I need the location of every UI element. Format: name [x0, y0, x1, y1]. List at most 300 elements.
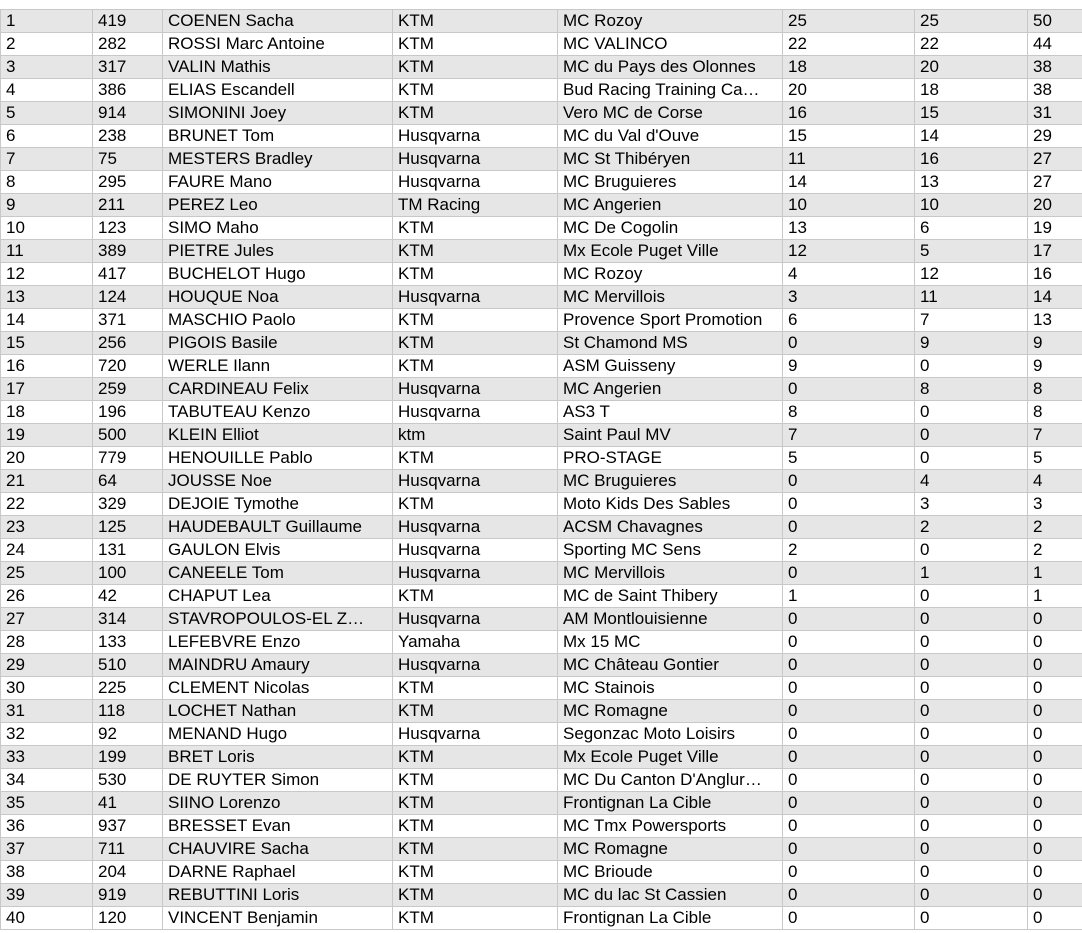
table-row [1, 769, 1082, 792]
race2-points-cell: 0 [915, 792, 1028, 815]
race2-points-cell: 25 [915, 10, 1028, 33]
club-cell: MC Bruguieres [558, 470, 783, 493]
club-cell: AS3 T [558, 401, 783, 424]
rider-name-cell: CHAPUT Lea [163, 585, 393, 608]
race1-points-cell: 25 [783, 10, 915, 33]
race1-points-cell: 0 [783, 378, 915, 401]
rider-number-cell: 371 [93, 309, 163, 332]
club-cell: ACSM Chavagnes [558, 516, 783, 539]
club-cell: MC Rozoy [558, 263, 783, 286]
club-cell: Bud Racing Training Ca… [558, 79, 783, 102]
rider-name-cell: ROSSI Marc Antoine [163, 33, 393, 56]
position-cell: 4 [1, 79, 93, 102]
brand-cell: Husqvarna [393, 562, 558, 585]
table-row [1, 56, 1082, 79]
table-row [1, 378, 1082, 401]
brand-cell: Husqvarna [393, 125, 558, 148]
brand-cell: Husqvarna [393, 378, 558, 401]
position-cell: 31 [1, 700, 93, 723]
rider-number-cell: 919 [93, 884, 163, 907]
position-cell: 35 [1, 792, 93, 815]
rider-number-cell: 133 [93, 631, 163, 654]
club-cell: MC Du Canton D'Anglur… [558, 769, 783, 792]
total-points-cell: 2 [1028, 516, 1082, 539]
position-cell: 27 [1, 608, 93, 631]
race1-points-cell: 0 [783, 792, 915, 815]
table-row [1, 79, 1082, 102]
club-cell: MC de Saint Thibery [558, 585, 783, 608]
club-cell: MC Angerien [558, 378, 783, 401]
race1-points-cell: 0 [783, 746, 915, 769]
race1-points-cell: 6 [783, 309, 915, 332]
table-row [1, 148, 1082, 171]
race2-points-cell: 20 [915, 56, 1028, 79]
total-points-cell: 0 [1028, 884, 1082, 907]
total-points-cell: 19 [1028, 217, 1082, 240]
brand-cell: KTM [393, 700, 558, 723]
table-row [1, 10, 1082, 33]
club-cell: MC du lac St Cassien [558, 884, 783, 907]
rider-number-cell: 125 [93, 516, 163, 539]
club-cell: MC Rozoy [558, 10, 783, 33]
race2-points-cell: 0 [915, 861, 1028, 884]
race1-points-cell: 11 [783, 148, 915, 171]
club-cell: MC Romagne [558, 700, 783, 723]
position-cell: 14 [1, 309, 93, 332]
brand-cell: KTM [393, 332, 558, 355]
race1-points-cell: 3 [783, 286, 915, 309]
rider-name-cell: MENAND Hugo [163, 723, 393, 746]
position-cell: 19 [1, 424, 93, 447]
table-row [1, 217, 1082, 240]
total-points-cell: 38 [1028, 79, 1082, 102]
race2-points-cell: 14 [915, 125, 1028, 148]
race2-points-cell: 6 [915, 217, 1028, 240]
race1-points-cell: 22 [783, 33, 915, 56]
total-points-cell: 0 [1028, 677, 1082, 700]
rider-number-cell: 914 [93, 102, 163, 125]
club-cell: Sporting MC Sens [558, 539, 783, 562]
rider-name-cell: VINCENT Benjamin [163, 907, 393, 930]
race2-points-cell: 0 [915, 769, 1028, 792]
race2-points-cell: 10 [915, 194, 1028, 217]
rider-number-cell: 196 [93, 401, 163, 424]
rider-name-cell: REBUTTINI Loris [163, 884, 393, 907]
race2-points-cell: 0 [915, 838, 1028, 861]
brand-cell: KTM [393, 217, 558, 240]
rider-number-cell: 120 [93, 907, 163, 930]
rider-number-cell: 317 [93, 56, 163, 79]
brand-cell: KTM [393, 861, 558, 884]
table-row [1, 33, 1082, 56]
rider-number-cell: 386 [93, 79, 163, 102]
rider-number-cell: 41 [93, 792, 163, 815]
club-cell: Vero MC de Corse [558, 102, 783, 125]
race1-points-cell: 4 [783, 263, 915, 286]
position-cell: 21 [1, 470, 93, 493]
race1-points-cell: 7 [783, 424, 915, 447]
race1-points-cell: 10 [783, 194, 915, 217]
race1-points-cell: 12 [783, 240, 915, 263]
brand-cell: Husqvarna [393, 171, 558, 194]
position-cell: 20 [1, 447, 93, 470]
total-points-cell: 0 [1028, 723, 1082, 746]
club-cell: MC Bruguieres [558, 171, 783, 194]
club-cell: MC St Thibéryen [558, 148, 783, 171]
total-points-cell: 0 [1028, 769, 1082, 792]
club-cell: MC Brioude [558, 861, 783, 884]
total-points-cell: 29 [1028, 125, 1082, 148]
position-cell: 11 [1, 240, 93, 263]
brand-cell: Husqvarna [393, 516, 558, 539]
total-points-cell: 44 [1028, 33, 1082, 56]
race1-points-cell: 20 [783, 79, 915, 102]
club-cell: MC Angerien [558, 194, 783, 217]
rider-name-cell: PIGOIS Basile [163, 332, 393, 355]
position-cell: 29 [1, 654, 93, 677]
race1-points-cell: 16 [783, 102, 915, 125]
table-row [1, 907, 1082, 930]
brand-cell: KTM [393, 10, 558, 33]
table-row [1, 240, 1082, 263]
race2-points-cell: 0 [915, 401, 1028, 424]
brand-cell: KTM [393, 677, 558, 700]
rider-number-cell: 124 [93, 286, 163, 309]
rider-number-cell: 131 [93, 539, 163, 562]
club-cell: Saint Paul MV [558, 424, 783, 447]
rider-name-cell: HOUQUE Noa [163, 286, 393, 309]
rider-number-cell: 500 [93, 424, 163, 447]
total-points-cell: 0 [1028, 700, 1082, 723]
table-row [1, 608, 1082, 631]
position-cell: 13 [1, 286, 93, 309]
race1-points-cell: 13 [783, 217, 915, 240]
rider-name-cell: COENEN Sacha [163, 10, 393, 33]
race1-points-cell: 2 [783, 539, 915, 562]
total-points-cell: 3 [1028, 493, 1082, 516]
rider-name-cell: CLEMENT Nicolas [163, 677, 393, 700]
race1-points-cell: 0 [783, 608, 915, 631]
rider-name-cell: BRUNET Tom [163, 125, 393, 148]
brand-cell: Husqvarna [393, 470, 558, 493]
rider-name-cell: SIINO Lorenzo [163, 792, 393, 815]
rider-number-cell: 211 [93, 194, 163, 217]
rider-number-cell: 282 [93, 33, 163, 56]
position-cell: 25 [1, 562, 93, 585]
race2-points-cell: 0 [915, 424, 1028, 447]
race1-points-cell: 0 [783, 700, 915, 723]
table-row [1, 102, 1082, 125]
brand-cell: KTM [393, 493, 558, 516]
race1-points-cell: 15 [783, 125, 915, 148]
race2-points-cell: 0 [915, 654, 1028, 677]
position-cell: 39 [1, 884, 93, 907]
race2-points-cell: 2 [915, 516, 1028, 539]
club-cell: Frontignan La Cible [558, 792, 783, 815]
race2-points-cell: 12 [915, 263, 1028, 286]
total-points-cell: 9 [1028, 355, 1082, 378]
table-row [1, 424, 1082, 447]
total-points-cell: 0 [1028, 631, 1082, 654]
table-row [1, 562, 1082, 585]
table-row [1, 355, 1082, 378]
brand-cell: KTM [393, 33, 558, 56]
table-row [1, 838, 1082, 861]
total-points-cell: 2 [1028, 539, 1082, 562]
total-points-cell: 0 [1028, 815, 1082, 838]
total-points-cell: 27 [1028, 148, 1082, 171]
rider-number-cell: 295 [93, 171, 163, 194]
total-points-cell: 8 [1028, 401, 1082, 424]
total-points-cell: 31 [1028, 102, 1082, 125]
race2-points-cell: 0 [915, 355, 1028, 378]
total-points-cell: 0 [1028, 654, 1082, 677]
position-cell: 37 [1, 838, 93, 861]
total-points-cell: 8 [1028, 378, 1082, 401]
club-cell: MC du Val d'Ouve [558, 125, 783, 148]
race1-points-cell: 18 [783, 56, 915, 79]
table-row [1, 746, 1082, 769]
rider-number-cell: 510 [93, 654, 163, 677]
club-cell: MC Château Gontier [558, 654, 783, 677]
brand-cell: KTM [393, 56, 558, 79]
race2-points-cell: 0 [915, 723, 1028, 746]
total-points-cell: 20 [1028, 194, 1082, 217]
brand-cell: KTM [393, 102, 558, 125]
rider-name-cell: HAUDEBAULT Guillaume [163, 516, 393, 539]
table-row [1, 401, 1082, 424]
race2-points-cell: 0 [915, 815, 1028, 838]
race1-points-cell: 0 [783, 815, 915, 838]
rider-name-cell: BRESSET Evan [163, 815, 393, 838]
table-row [1, 585, 1082, 608]
rider-name-cell: LOCHET Nathan [163, 700, 393, 723]
race2-points-cell: 18 [915, 79, 1028, 102]
rider-name-cell: HENOUILLE Pablo [163, 447, 393, 470]
table-row [1, 861, 1082, 884]
race2-points-cell: 8 [915, 378, 1028, 401]
table-row [1, 493, 1082, 516]
table-row [1, 677, 1082, 700]
club-cell: Mx Ecole Puget Ville [558, 746, 783, 769]
total-points-cell: 0 [1028, 608, 1082, 631]
rider-name-cell: DE RUYTER Simon [163, 769, 393, 792]
total-points-cell: 0 [1028, 861, 1082, 884]
race2-points-cell: 15 [915, 102, 1028, 125]
race1-points-cell: 8 [783, 401, 915, 424]
race1-points-cell: 0 [783, 332, 915, 355]
race2-points-cell: 0 [915, 677, 1028, 700]
brand-cell: Husqvarna [393, 608, 558, 631]
total-points-cell: 5 [1028, 447, 1082, 470]
rider-name-cell: CHAUVIRE Sacha [163, 838, 393, 861]
rider-name-cell: VALIN Mathis [163, 56, 393, 79]
rider-name-cell: DEJOIE Tymothe [163, 493, 393, 516]
table-row [1, 815, 1082, 838]
position-cell: 33 [1, 746, 93, 769]
rider-number-cell: 256 [93, 332, 163, 355]
position-cell: 17 [1, 378, 93, 401]
club-cell: Mx 15 MC [558, 631, 783, 654]
rider-number-cell: 329 [93, 493, 163, 516]
total-points-cell: 14 [1028, 286, 1082, 309]
brand-cell: KTM [393, 309, 558, 332]
rider-number-cell: 92 [93, 723, 163, 746]
total-points-cell: 13 [1028, 309, 1082, 332]
club-cell: MC Mervillois [558, 562, 783, 585]
race1-points-cell: 14 [783, 171, 915, 194]
table-row [1, 447, 1082, 470]
brand-cell: KTM [393, 792, 558, 815]
total-points-cell: 50 [1028, 10, 1082, 33]
position-cell: 12 [1, 263, 93, 286]
race2-points-cell: 0 [915, 447, 1028, 470]
club-cell: MC du Pays des Olonnes [558, 56, 783, 79]
race2-points-cell: 11 [915, 286, 1028, 309]
rider-name-cell: PIETRE Jules [163, 240, 393, 263]
rider-number-cell: 711 [93, 838, 163, 861]
brand-cell: KTM [393, 263, 558, 286]
position-cell: 38 [1, 861, 93, 884]
race2-points-cell: 0 [915, 746, 1028, 769]
position-cell: 10 [1, 217, 93, 240]
rider-number-cell: 238 [93, 125, 163, 148]
race1-points-cell: 0 [783, 723, 915, 746]
brand-cell: KTM [393, 447, 558, 470]
race2-points-cell: 0 [915, 631, 1028, 654]
position-cell: 32 [1, 723, 93, 746]
rider-name-cell: LEFEBVRE Enzo [163, 631, 393, 654]
brand-cell: KTM [393, 815, 558, 838]
position-cell: 40 [1, 907, 93, 930]
rider-name-cell: MAINDRU Amaury [163, 654, 393, 677]
rider-name-cell: WERLE Ilann [163, 355, 393, 378]
position-cell: 18 [1, 401, 93, 424]
club-cell: MC Stainois [558, 677, 783, 700]
position-cell: 2 [1, 33, 93, 56]
club-cell: St Chamond MS [558, 332, 783, 355]
position-cell: 5 [1, 102, 93, 125]
race2-points-cell: 0 [915, 884, 1028, 907]
brand-cell: Husqvarna [393, 539, 558, 562]
total-points-cell: 4 [1028, 470, 1082, 493]
table-row [1, 125, 1082, 148]
brand-cell: KTM [393, 79, 558, 102]
race2-points-cell: 22 [915, 33, 1028, 56]
table-row [1, 884, 1082, 907]
rider-name-cell: SIMO Maho [163, 217, 393, 240]
race1-points-cell: 0 [783, 516, 915, 539]
total-points-cell: 16 [1028, 263, 1082, 286]
position-cell: 36 [1, 815, 93, 838]
club-cell: Mx Ecole Puget Ville [558, 240, 783, 263]
table-row [1, 654, 1082, 677]
position-cell: 23 [1, 516, 93, 539]
table-row [1, 723, 1082, 746]
brand-cell: Husqvarna [393, 401, 558, 424]
total-points-cell: 17 [1028, 240, 1082, 263]
total-points-cell: 0 [1028, 792, 1082, 815]
rider-name-cell: TABUTEAU Kenzo [163, 401, 393, 424]
total-points-cell: 27 [1028, 171, 1082, 194]
total-points-cell: 0 [1028, 746, 1082, 769]
rider-name-cell: DARNE Raphael [163, 861, 393, 884]
table-row [1, 539, 1082, 562]
rider-number-cell: 75 [93, 148, 163, 171]
race2-points-cell: 0 [915, 539, 1028, 562]
rider-number-cell: 779 [93, 447, 163, 470]
race1-points-cell: 0 [783, 631, 915, 654]
club-cell: Frontignan La Cible [558, 907, 783, 930]
rider-number-cell: 389 [93, 240, 163, 263]
rider-number-cell: 530 [93, 769, 163, 792]
race2-points-cell: 1 [915, 562, 1028, 585]
race2-points-cell: 13 [915, 171, 1028, 194]
rider-name-cell: SIMONINI Joey [163, 102, 393, 125]
rider-number-cell: 204 [93, 861, 163, 884]
brand-cell: ktm [393, 424, 558, 447]
club-cell: Moto Kids Des Sables [558, 493, 783, 516]
rider-name-cell: PEREZ Leo [163, 194, 393, 217]
club-cell: Provence Sport Promotion [558, 309, 783, 332]
table-row [1, 263, 1082, 286]
position-cell: 15 [1, 332, 93, 355]
brand-cell: KTM [393, 838, 558, 861]
club-cell: MC VALINCO [558, 33, 783, 56]
brand-cell: Husqvarna [393, 654, 558, 677]
brand-cell: Yamaha [393, 631, 558, 654]
total-points-cell: 9 [1028, 332, 1082, 355]
brand-cell: KTM [393, 240, 558, 263]
rider-name-cell: ELIAS Escandell [163, 79, 393, 102]
rider-name-cell: BRET Loris [163, 746, 393, 769]
race1-points-cell: 0 [783, 493, 915, 516]
brand-cell: KTM [393, 907, 558, 930]
brand-cell: Husqvarna [393, 286, 558, 309]
rider-number-cell: 118 [93, 700, 163, 723]
table-row [1, 516, 1082, 539]
rider-name-cell: CANEELE Tom [163, 562, 393, 585]
total-points-cell: 38 [1028, 56, 1082, 79]
total-points-cell: 7 [1028, 424, 1082, 447]
race1-points-cell: 9 [783, 355, 915, 378]
race2-points-cell: 5 [915, 240, 1028, 263]
position-cell: 8 [1, 171, 93, 194]
brand-cell: KTM [393, 355, 558, 378]
total-points-cell: 1 [1028, 585, 1082, 608]
table-row [1, 194, 1082, 217]
club-cell: AM Montlouisienne [558, 608, 783, 631]
total-points-cell: 0 [1028, 907, 1082, 930]
race1-points-cell: 0 [783, 861, 915, 884]
table-row [1, 332, 1082, 355]
club-cell: MC Tmx Powersports [558, 815, 783, 838]
brand-cell: TM Racing [393, 194, 558, 217]
race2-points-cell: 0 [915, 907, 1028, 930]
rider-number-cell: 100 [93, 562, 163, 585]
race2-points-cell: 0 [915, 585, 1028, 608]
table-row [1, 700, 1082, 723]
brand-cell: KTM [393, 746, 558, 769]
race2-points-cell: 4 [915, 470, 1028, 493]
race2-points-cell: 0 [915, 608, 1028, 631]
position-cell: 9 [1, 194, 93, 217]
race2-points-cell: 7 [915, 309, 1028, 332]
race1-points-cell: 0 [783, 654, 915, 677]
position-cell: 24 [1, 539, 93, 562]
table-row [1, 792, 1082, 815]
table-row [1, 470, 1082, 493]
